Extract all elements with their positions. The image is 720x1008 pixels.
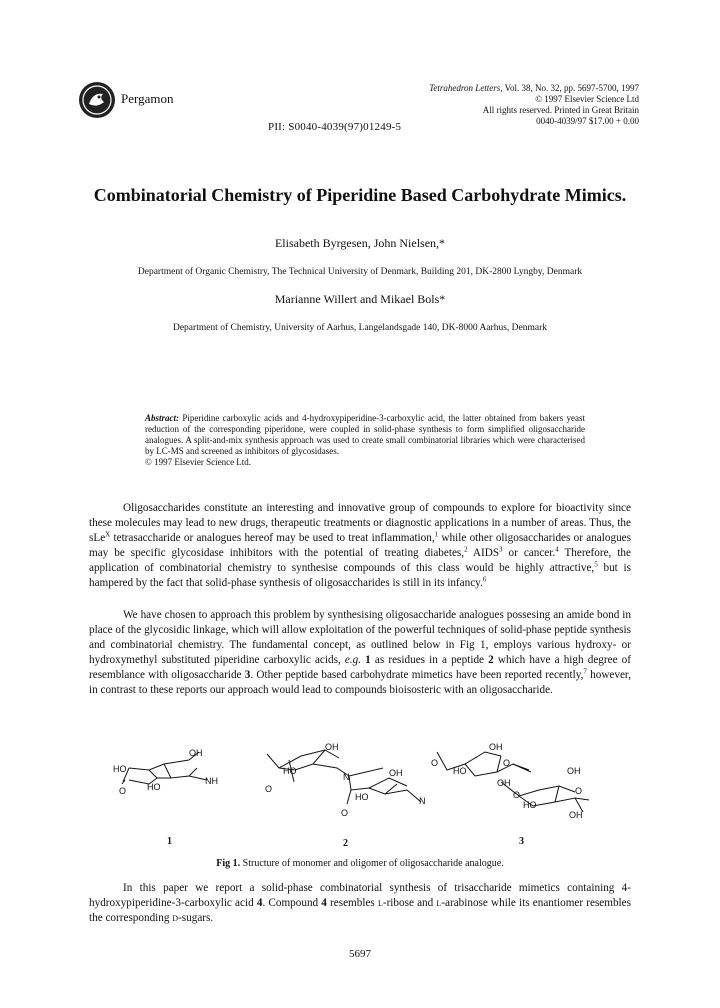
- atom-ho: HO: [147, 782, 161, 792]
- p1-text-c: while other oligosaccharides or analogues may be specific glycosidase inhibitors with the potential of treating diabetes,: [89, 532, 631, 560]
- ref-7: 7: [583, 667, 587, 676]
- compound-label-1: 1: [167, 836, 172, 847]
- compound-label-3: 3: [519, 836, 524, 847]
- p1-text-g: but is hampered by the fact that solid-phase synthesis of oligosaccharides is still in its infancy.: [89, 562, 631, 590]
- atom-ho: HO: [283, 766, 297, 776]
- publisher-name: Pergamon: [121, 91, 174, 106]
- chemical-structures: [89, 742, 631, 852]
- compound-ref-1: 1: [365, 654, 371, 667]
- atom-oh: OH: [189, 748, 203, 758]
- p2-text-c: as residues in a peptide: [370, 654, 489, 667]
- p3-text-b: . Compound: [262, 897, 322, 910]
- abstract-copyright: © 1997 Elsevier Science Ltd.: [145, 457, 252, 467]
- atom-ho: HO: [523, 800, 537, 810]
- p1-text-e: or cancer.: [502, 547, 556, 560]
- p3-text-a: In this paper we report a solid-phase combinatorial synthesis of trisaccharide mimetics containing 4-hydroxypiperidine-3-carboxylic acid: [89, 882, 631, 910]
- p3-text-c: resembles: [326, 897, 378, 910]
- p1-text-d: AIDS: [467, 547, 500, 560]
- atom-o: O: [265, 784, 273, 794]
- ref-5: 5: [594, 560, 598, 569]
- compound-ref-2: 2: [488, 654, 494, 667]
- p2-text-f: however, in contrast to these reports our approach would lead to compounds bioisosteric with an oligosaccharide.: [89, 669, 631, 697]
- atom-o: O: [513, 790, 521, 800]
- structure-3: [437, 752, 589, 812]
- journal-copyright: © 1997 Elsevier Science Ltd: [535, 94, 639, 104]
- atom-n: N: [419, 796, 426, 806]
- abstract-text: Piperidine carboxylic acids and 4-hydroxypiperidine-3-carboxylic acid, the latter obtained from bakers yeast reduction of the corresponding piperidone, were coupled in solid-phase synthesis to form simplified oligosaccharide analogues. A split-and-mix synthesis approach was used to create small combinatorial libraries which were characterised by LC-MS and screened as inhibitors of glycosidases.: [145, 413, 585, 456]
- ref-3: 3: [499, 545, 503, 554]
- compound-label-2: 2: [343, 838, 348, 849]
- p1-text-f: Therefore, the application of combinatorial chemistry to synthesise compounds of this class would be highly attractive,: [89, 547, 631, 575]
- paper-title: Combinatorial Chemistry of Piperidine Based Carbohydrate Mimics.: [93, 185, 627, 205]
- caption-label: Fig 1.: [216, 858, 241, 869]
- p1-text-b: tetrasaccharide or analogues hereof may be used to treat inflammation,: [110, 532, 435, 545]
- p3-l2: l: [436, 897, 442, 910]
- atom-nh: NH: [205, 776, 218, 786]
- ref-6: 6: [482, 575, 487, 584]
- atom-o: O: [503, 758, 511, 768]
- journal-rights: All rights reserved. Printed in Great Britain: [482, 105, 639, 115]
- atom-oh: OH: [569, 810, 583, 820]
- p3-text-d: -ribose and: [382, 897, 437, 910]
- atom-o: O: [575, 786, 583, 796]
- abstract: [145, 413, 585, 468]
- p2-text-e: . Other peptide based carbohydrate mimetics have been reported recently,: [250, 669, 584, 682]
- atom-o: O: [431, 758, 439, 768]
- p1-sup-x: X: [105, 530, 111, 539]
- paragraph-2: [89, 608, 631, 699]
- ref-4: 4: [555, 545, 559, 554]
- figure-1-structures: [89, 742, 631, 852]
- atom-o: O: [341, 808, 349, 818]
- authors-group-1: Elisabeth Byrgesen, John Nielsen,*: [274, 236, 446, 250]
- authors-group-2: Marianne Willert and Mikael Bols*: [274, 292, 446, 306]
- paragraph-3: [89, 881, 631, 926]
- pii-code: PII: S0040-4039(97)01249-5: [268, 121, 402, 133]
- affiliation-1: Department of Organic Chemistry, The Technical University of Denmark, Building 201, DK-2800 Lyngby, Denmark: [137, 267, 583, 277]
- atom-ho: HO: [113, 764, 127, 774]
- abstract-label: Abstract:: [145, 413, 180, 423]
- journal-volume: , Vol. 38, No. 32, pp. 5697-5700, 1997: [500, 83, 639, 93]
- journal-price: 0040-4039/97 $17.00 + 0.00: [536, 116, 639, 126]
- paragraph-1: [89, 501, 631, 592]
- pergamon-logo: [77, 80, 117, 120]
- p3-text-e: -arabinose while its enantiomer resembles the corresponding: [89, 897, 631, 925]
- p3-l1: l: [377, 897, 383, 910]
- figure-caption: [0, 858, 720, 869]
- compound-ref-4: 4: [256, 897, 263, 910]
- p3-text-f: -sugars.: [178, 912, 214, 925]
- page-number: 5697: [349, 948, 371, 960]
- p2-eg: e.g.: [344, 654, 362, 667]
- atom-oh: OH: [325, 742, 339, 752]
- p3-d1: d: [172, 912, 179, 925]
- atom-n: N: [343, 772, 350, 782]
- atom-oh: OH: [389, 768, 403, 778]
- p2-text-d: which have a high degree of resemblance with oligosaccharide: [89, 654, 632, 682]
- compound-ref-3: 3: [244, 669, 251, 682]
- atom-oh: OH: [497, 778, 511, 788]
- atom-ho: HO: [355, 792, 369, 802]
- journal-name: Tetrahedron Letters: [429, 83, 501, 93]
- caption-text: Structure of monomer and oligomer of oligosaccharide analogue.: [240, 858, 504, 869]
- compound-ref-4b: 4: [321, 897, 327, 910]
- ref-2: 2: [464, 545, 468, 554]
- ref-1: 1: [434, 530, 439, 539]
- atom-ho: HO: [453, 766, 467, 776]
- p1-text-a: Oligosaccharides constitute an interesting and innovative group of compounds to explore for bioactivity since these molecules may lead to new drugs, therapeutic treatments or diagnostic applications in a number of areas. Thus, the sLe: [89, 502, 631, 545]
- affiliation-2: Department of Chemistry, University of Aarhus, Langelandsgade 140, DK-8000 Aarhus, Denmark: [172, 323, 548, 333]
- p2-text-a: We have chosen to approach this problem by synthesising oligosaccharide analogues possesing an amide bond in place of the glycosidic linkage, which will allow exploitation of the powerful techniques of solid-phase peptide synthesis and combinatorial chemistry. The fundamental concept, as outlined below in Fig 1, employs various hydroxy- or hydroxymethyl substituted piperidine carboxylic acids,: [89, 609, 631, 667]
- atom-o: O: [119, 786, 127, 796]
- atom-oh: OH: [489, 742, 503, 752]
- atom-oh: OH: [567, 766, 581, 776]
